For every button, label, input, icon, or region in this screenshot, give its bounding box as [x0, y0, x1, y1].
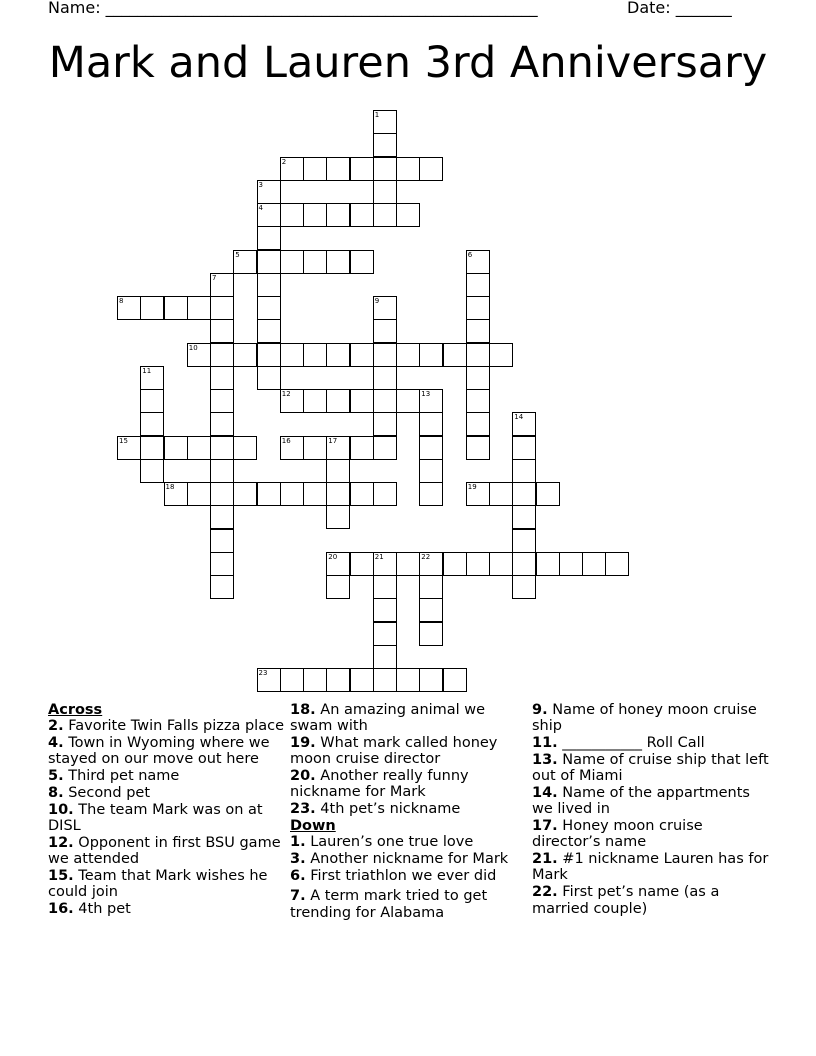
clue-across-12: 12. Opponent in first BSU game we attended [48, 834, 281, 868]
cell-number: 18 [165, 483, 175, 491]
clue-across-20: 20. Another really funny nickname for Mark [290, 768, 469, 801]
grid-cell[interactable] [419, 622, 443, 646]
grid-cell[interactable] [164, 436, 188, 460]
cell-number: 19 [467, 483, 477, 491]
grid-cell[interactable] [373, 412, 397, 436]
grid-cell[interactable] [512, 436, 536, 460]
grid-cell[interactable] [257, 226, 281, 250]
grid-cell[interactable] [466, 296, 490, 320]
cell-number: 1 [374, 111, 380, 119]
grid-cell[interactable] [326, 157, 350, 181]
clue-down-1: 1. Lauren’s one true love [290, 834, 474, 851]
grid-cell[interactable] [605, 552, 629, 576]
grid-cell[interactable] [466, 482, 490, 506]
grid-cell[interactable] [140, 436, 164, 460]
grid-cell[interactable] [303, 389, 327, 413]
grid-cell[interactable] [303, 203, 327, 227]
clue-across-18: 18. An amazing animal we swam with [290, 702, 486, 735]
grid-cell[interactable] [210, 482, 234, 506]
grid-cell[interactable] [512, 529, 536, 553]
grid-cell[interactable] [280, 157, 304, 181]
grid-cell[interactable] [373, 575, 397, 599]
grid-cell[interactable] [210, 389, 234, 413]
grid-cell[interactable] [536, 482, 560, 506]
grid-cell[interactable] [466, 250, 490, 274]
grid-cell[interactable] [373, 366, 397, 390]
name-field[interactable]: Name: ______________________________________________________ [48, 0, 538, 17]
grid-cell[interactable] [536, 552, 560, 576]
grid-cell[interactable] [373, 482, 397, 506]
grid-cell[interactable] [350, 250, 374, 274]
grid-cell[interactable] [233, 436, 257, 460]
grid-cell[interactable] [489, 552, 513, 576]
grid-cell[interactable] [210, 552, 234, 576]
grid-cell[interactable] [303, 157, 327, 181]
grid-cell[interactable] [280, 482, 304, 506]
grid-cell[interactable] [373, 110, 397, 134]
grid-cell[interactable] [233, 250, 257, 274]
cell-number: 14 [514, 413, 524, 422]
grid-cell[interactable] [187, 482, 211, 506]
grid-cell[interactable] [466, 273, 490, 297]
grid-cell[interactable] [326, 250, 350, 274]
grid-cell[interactable] [140, 296, 164, 320]
clue-across-19: 19. What mark called honey moon cruise director [290, 735, 498, 768]
cell-number: 7 [212, 273, 217, 282]
cell-number: 13 [421, 390, 431, 398]
clue-down-13: 13. Name of cruise ship that left out of Miami [532, 751, 769, 785]
grid-cell[interactable] [210, 412, 234, 436]
grid-cell[interactable] [512, 552, 536, 576]
grid-cell[interactable] [373, 389, 397, 413]
grid-cell[interactable] [466, 436, 490, 460]
cell-number: 22 [421, 552, 431, 561]
clue-across-10: 10. The team Mark was on at DISL [48, 801, 263, 835]
grid-cell[interactable] [512, 575, 536, 599]
across-heading: Across [48, 702, 103, 718]
grid-cell[interactable] [210, 366, 234, 390]
grid-cell[interactable] [419, 343, 443, 367]
cell-number: 4 [258, 204, 263, 212]
grid-cell[interactable] [280, 250, 304, 274]
grid-cell[interactable] [187, 436, 211, 460]
grid-cell[interactable] [210, 436, 234, 460]
grid-cell[interactable] [280, 343, 304, 367]
grid-cell[interactable] [373, 645, 397, 669]
cell-number: 8 [119, 297, 124, 305]
grid-cell[interactable] [466, 319, 490, 343]
cell-number: 10 [188, 343, 198, 352]
grid-cell[interactable] [373, 133, 397, 157]
grid-cell[interactable] [512, 482, 536, 506]
cell-number: 21 [374, 552, 384, 561]
clue-column-1 [48, 702, 288, 918]
grid-cell[interactable] [326, 505, 350, 529]
cell-number: 23 [258, 669, 268, 677]
grid-cell[interactable] [210, 575, 234, 599]
grid-cell[interactable] [512, 505, 536, 529]
cell-number: 2 [281, 157, 287, 166]
grid-cell[interactable] [187, 343, 211, 367]
grid-cell[interactable] [419, 668, 443, 692]
grid-cell[interactable] [210, 459, 234, 483]
grid-cell[interactable] [257, 482, 281, 506]
grid-cell[interactable] [443, 668, 467, 692]
grid-cell[interactable] [396, 668, 420, 692]
grid-cell[interactable] [350, 157, 374, 181]
grid-cell[interactable] [396, 389, 420, 413]
grid-cell[interactable] [257, 203, 281, 227]
grid-cell[interactable] [419, 552, 443, 576]
grid-cell[interactable] [210, 529, 234, 553]
grid-cell[interactable] [373, 343, 397, 367]
grid-cell[interactable] [350, 482, 374, 506]
grid-cell[interactable] [419, 436, 443, 460]
grid-cell[interactable] [140, 459, 164, 483]
grid-cell[interactable] [326, 668, 350, 692]
grid-cell[interactable] [466, 343, 490, 367]
clue-down-6: 6. First triathlon we ever did [290, 867, 497, 884]
date-field[interactable]: Date: _______ [627, 0, 732, 17]
grid-cell[interactable] [257, 273, 281, 297]
clue-down-22: 22. First pet’s name (as a married couple) [532, 884, 720, 917]
grid-cell[interactable] [489, 343, 513, 367]
clue-across-23: 23. 4th pet’s nickname [290, 801, 461, 818]
grid-cell[interactable] [373, 436, 397, 460]
cell-number: 16 [281, 436, 291, 445]
grid-cell[interactable] [210, 296, 234, 320]
grid-cell[interactable] [210, 319, 234, 343]
clue-down-9: 9. Name of honey moon cruise ship [532, 702, 757, 735]
grid-cell[interactable] [280, 436, 304, 460]
clue-column-3 [532, 702, 772, 917]
grid-cell[interactable] [350, 436, 374, 460]
cell-number: 11 [142, 366, 152, 375]
grid-cell[interactable] [419, 598, 443, 622]
clue-down-7: 7. A term mark tried to get trending for Alabama [290, 888, 488, 921]
grid-cell[interactable] [303, 482, 327, 506]
grid-cell[interactable] [350, 552, 374, 576]
grid-cell[interactable] [443, 552, 467, 576]
grid-cell[interactable] [187, 296, 211, 320]
grid-cell[interactable] [373, 203, 397, 227]
clue-column-2 [290, 702, 530, 921]
grid-cell[interactable] [257, 343, 281, 367]
grid-cell[interactable] [350, 389, 374, 413]
grid-cell[interactable] [419, 157, 443, 181]
grid-cell[interactable] [210, 273, 234, 297]
grid-cell[interactable] [257, 319, 281, 343]
grid-cell[interactable] [233, 343, 257, 367]
grid-cell[interactable] [140, 366, 164, 390]
grid-cell[interactable] [419, 389, 443, 413]
grid-cell[interactable] [582, 552, 606, 576]
grid-cell[interactable] [489, 482, 513, 506]
grid-cell[interactable] [233, 482, 257, 506]
grid-cell[interactable] [326, 436, 350, 460]
grid-cell[interactable] [559, 552, 583, 576]
cell-number: 20 [328, 552, 338, 561]
cell-number: 12 [281, 390, 291, 398]
grid-cell[interactable] [117, 436, 141, 460]
page-title: Mark and Lauren 3rd Anniversary [48, 38, 768, 88]
grid-cell[interactable] [373, 622, 397, 646]
grid-cell[interactable] [303, 668, 327, 692]
grid-cell[interactable] [210, 505, 234, 529]
grid-cell[interactable] [257, 180, 281, 204]
grid-cell[interactable] [350, 203, 374, 227]
grid-cell[interactable] [257, 668, 281, 692]
grid-cell[interactable] [257, 366, 281, 390]
grid-cell[interactable] [280, 389, 304, 413]
grid-cell[interactable] [303, 436, 327, 460]
grid-cell[interactable] [326, 389, 350, 413]
grid-cell[interactable] [512, 459, 536, 483]
grid-cell[interactable] [257, 250, 281, 274]
grid-cell[interactable] [326, 203, 350, 227]
grid-cell[interactable] [303, 250, 327, 274]
grid-cell[interactable] [396, 343, 420, 367]
clue-down-17: 17. Honey moon cruise director’s name [532, 818, 703, 851]
grid-cell[interactable] [140, 389, 164, 413]
grid-cell[interactable] [303, 343, 327, 367]
grid-cell[interactable] [350, 668, 374, 692]
grid-cell[interactable] [443, 343, 467, 367]
grid-cell[interactable] [466, 552, 490, 576]
grid-cell[interactable] [210, 343, 234, 367]
clue-across-15: 15. Team that Mark wishes he could join [48, 867, 268, 901]
grid-cell[interactable] [140, 412, 164, 436]
grid-cell[interactable] [512, 412, 536, 436]
clue-across-5: 5. Third pet name [48, 768, 180, 785]
grid-cell[interactable] [326, 575, 350, 599]
cell-number: 6 [467, 250, 473, 259]
grid-cell[interactable] [373, 296, 397, 320]
cell-number: 9 [374, 297, 380, 305]
grid-cell[interactable] [280, 668, 304, 692]
grid-cell[interactable] [326, 459, 350, 483]
clue-down-14: 14. Name of the appartments we lived in [532, 784, 750, 818]
grid-cell[interactable] [326, 343, 350, 367]
grid-cell[interactable] [350, 343, 374, 367]
grid-cell[interactable] [326, 552, 350, 576]
grid-cell[interactable] [373, 552, 397, 576]
grid-cell[interactable] [117, 296, 141, 320]
grid-cell[interactable] [396, 552, 420, 576]
grid-cell[interactable] [466, 389, 490, 413]
grid-cell[interactable] [280, 203, 304, 227]
cell-number: 5 [235, 250, 240, 259]
cell-number: 15 [119, 436, 128, 445]
clue-across-2: 2. Favorite Twin Falls pizza place [48, 718, 284, 735]
grid-cell[interactable] [373, 180, 397, 204]
clue-down-21: 21. #1 nickname Lauren has for Mark [532, 851, 769, 884]
grid-cell[interactable] [396, 157, 420, 181]
down-heading: Down [290, 818, 336, 835]
clue-across-8: 8. Second pet [48, 784, 151, 801]
cell-number: 17 [328, 436, 338, 445]
grid-cell[interactable] [326, 482, 350, 506]
grid-cell[interactable] [164, 296, 188, 320]
clue-across-16: 16. 4th pet [48, 901, 131, 918]
grid-cell[interactable] [419, 459, 443, 483]
grid-cell[interactable] [419, 575, 443, 599]
clue-across-4: 4. Town in Wyoming where we stayed on our move out here [48, 735, 270, 768]
grid-cell[interactable] [419, 412, 443, 436]
grid-cell[interactable] [466, 366, 490, 390]
grid-cell[interactable] [419, 482, 443, 506]
cell-number: 3 [258, 180, 263, 189]
grid-cell[interactable] [257, 296, 281, 320]
grid-cell[interactable] [466, 412, 490, 436]
clue-down-3: 3. Another nickname for Mark [290, 851, 509, 868]
grid-cell[interactable] [373, 598, 397, 622]
grid-cell[interactable] [373, 668, 397, 692]
grid-cell[interactable] [373, 319, 397, 343]
grid-cell[interactable] [396, 203, 420, 227]
clue-down-11: 11. ___________ Roll Call [532, 735, 705, 752]
grid-cell[interactable] [373, 157, 397, 181]
grid-cell[interactable] [164, 482, 188, 506]
